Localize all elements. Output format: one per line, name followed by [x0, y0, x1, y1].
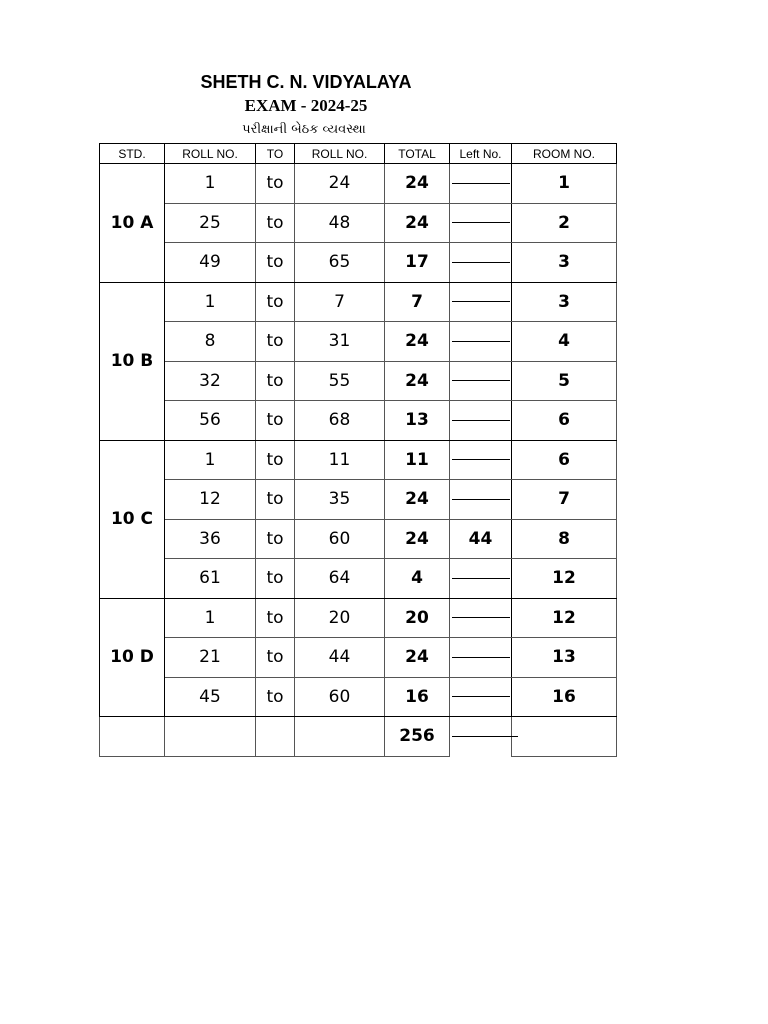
total-cell: 7	[385, 282, 450, 322]
table-row	[100, 322, 617, 362]
room-no-cell: 13	[512, 638, 617, 678]
left-no-cell	[450, 401, 512, 441]
left-no-cell	[450, 440, 512, 480]
total-cell: 4	[385, 559, 450, 599]
room-no-cell: 3	[512, 282, 617, 322]
left-no-value: 44	[468, 528, 493, 549]
roll-from-cell: 21	[165, 638, 256, 678]
room-no-cell: 5	[512, 361, 617, 401]
blank-line	[452, 617, 510, 618]
table-row	[100, 440, 617, 480]
room-no-cell: 1	[512, 164, 617, 204]
total-cell: 24	[385, 480, 450, 520]
left-no-cell	[450, 282, 512, 322]
total-cell: 24	[385, 638, 450, 678]
col-roll-to: ROLL NO.	[295, 144, 385, 164]
roll-to-cell: 64	[295, 559, 385, 599]
std-cell: 10 D	[100, 598, 165, 717]
empty-cell	[100, 717, 165, 757]
roll-to-cell: 55	[295, 361, 385, 401]
table-row	[100, 638, 617, 678]
seating-table	[99, 143, 617, 757]
to-cell: to	[256, 322, 295, 362]
seating-arrangement-subtitle: પરીક્ષાની બેઠક વ્યવસ્થા	[242, 122, 366, 137]
left-no-cell	[450, 519, 512, 559]
std-cell: 10 C	[100, 440, 165, 598]
total-cell: 24	[385, 322, 450, 362]
blank-line	[452, 578, 510, 579]
blank-line	[452, 736, 518, 737]
roll-to-cell: 44	[295, 638, 385, 678]
room-no-cell: 12	[512, 559, 617, 599]
roll-from-cell: 1	[165, 598, 256, 638]
room-no-cell: 12	[512, 598, 617, 638]
roll-from-cell: 49	[165, 243, 256, 283]
col-roll-from: ROLL NO.	[165, 144, 256, 164]
empty-cell	[512, 717, 617, 757]
to-cell: to	[256, 677, 295, 717]
roll-from-cell: 8	[165, 322, 256, 362]
roll-to-cell: 31	[295, 322, 385, 362]
total-cell: 24	[385, 361, 450, 401]
total-cell: 24	[385, 519, 450, 559]
table-row	[100, 519, 617, 559]
to-cell: to	[256, 401, 295, 441]
table-row	[100, 559, 617, 599]
room-no-cell: 8	[512, 519, 617, 559]
roll-from-cell: 61	[165, 559, 256, 599]
blank-line	[452, 657, 510, 658]
col-room-no: ROOM NO.	[512, 144, 617, 164]
roll-to-cell: 60	[295, 519, 385, 559]
roll-from-cell: 1	[165, 282, 256, 322]
table-row	[100, 598, 617, 638]
total-cell: 17	[385, 243, 450, 283]
std-cell: 10 A	[100, 164, 165, 283]
table-row	[100, 164, 617, 204]
table-row	[100, 282, 617, 322]
roll-from-cell: 56	[165, 401, 256, 441]
to-cell: to	[256, 519, 295, 559]
table-row	[100, 243, 617, 283]
total-cell: 13	[385, 401, 450, 441]
roll-to-cell: 68	[295, 401, 385, 441]
total-cell: 24	[385, 203, 450, 243]
roll-from-cell: 36	[165, 519, 256, 559]
to-cell: to	[256, 243, 295, 283]
roll-to-cell: 65	[295, 243, 385, 283]
blank-line	[452, 301, 510, 302]
exam-title: EXAM - 2024-25	[244, 96, 368, 115]
table-row	[100, 677, 617, 717]
roll-from-cell: 32	[165, 361, 256, 401]
col-to: TO	[256, 144, 295, 164]
total-cell: 11	[385, 440, 450, 480]
roll-to-cell: 48	[295, 203, 385, 243]
total-cell: 20	[385, 598, 450, 638]
left-no-cell	[450, 598, 512, 638]
blank-line	[452, 380, 510, 381]
roll-from-cell: 45	[165, 677, 256, 717]
table-row	[100, 480, 617, 520]
room-no-cell: 3	[512, 243, 617, 283]
roll-from-cell: 12	[165, 480, 256, 520]
room-no-cell: 6	[512, 440, 617, 480]
to-cell: to	[256, 598, 295, 638]
to-cell: to	[256, 282, 295, 322]
left-no-cell	[450, 243, 512, 283]
blank-line	[452, 696, 510, 697]
table-row	[100, 401, 617, 441]
roll-to-cell: 60	[295, 677, 385, 717]
blank-line	[452, 420, 510, 421]
roll-to-cell: 11	[295, 440, 385, 480]
to-cell: to	[256, 480, 295, 520]
left-no-cell	[450, 164, 512, 204]
blank-line	[452, 459, 510, 460]
to-cell: to	[256, 164, 295, 204]
room-no-cell: 16	[512, 677, 617, 717]
blank-line	[452, 183, 510, 184]
room-no-cell: 6	[512, 401, 617, 441]
left-no-cell	[450, 677, 512, 717]
school-name: SHETH C. N. VIDYALAYA	[200, 72, 412, 92]
col-std: STD.	[100, 144, 165, 164]
to-cell: to	[256, 361, 295, 401]
left-no-cell	[450, 717, 512, 757]
room-no-cell: 7	[512, 480, 617, 520]
left-no-cell	[450, 361, 512, 401]
table-row	[100, 361, 617, 401]
room-no-cell: 2	[512, 203, 617, 243]
grand-total-cell: 256	[385, 717, 450, 757]
blank-line	[452, 222, 510, 223]
roll-to-cell: 35	[295, 480, 385, 520]
empty-cell	[256, 717, 295, 757]
table-row	[100, 203, 617, 243]
col-left-no: Left No.	[450, 144, 512, 164]
to-cell: to	[256, 203, 295, 243]
blank-line	[452, 499, 510, 500]
to-cell: to	[256, 638, 295, 678]
std-cell: 10 B	[100, 282, 165, 440]
total-cell: 16	[385, 677, 450, 717]
total-cell: 24	[385, 164, 450, 204]
room-no-cell: 4	[512, 322, 617, 362]
left-no-cell	[450, 480, 512, 520]
to-cell: to	[256, 440, 295, 480]
left-no-cell	[450, 559, 512, 599]
roll-to-cell: 7	[295, 282, 385, 322]
empty-cell	[165, 717, 256, 757]
roll-from-cell: 25	[165, 203, 256, 243]
to-cell: to	[256, 559, 295, 599]
blank-line	[452, 341, 510, 342]
roll-to-cell: 24	[295, 164, 385, 204]
roll-from-cell: 1	[165, 164, 256, 204]
grand-total-row	[100, 717, 617, 757]
col-total: TOTAL	[385, 144, 450, 164]
header-row	[100, 144, 617, 164]
empty-cell	[295, 717, 385, 757]
roll-to-cell: 20	[295, 598, 385, 638]
blank-line	[452, 262, 510, 263]
left-no-cell	[450, 638, 512, 678]
roll-from-cell: 1	[165, 440, 256, 480]
left-no-cell	[450, 203, 512, 243]
left-no-cell	[450, 322, 512, 362]
